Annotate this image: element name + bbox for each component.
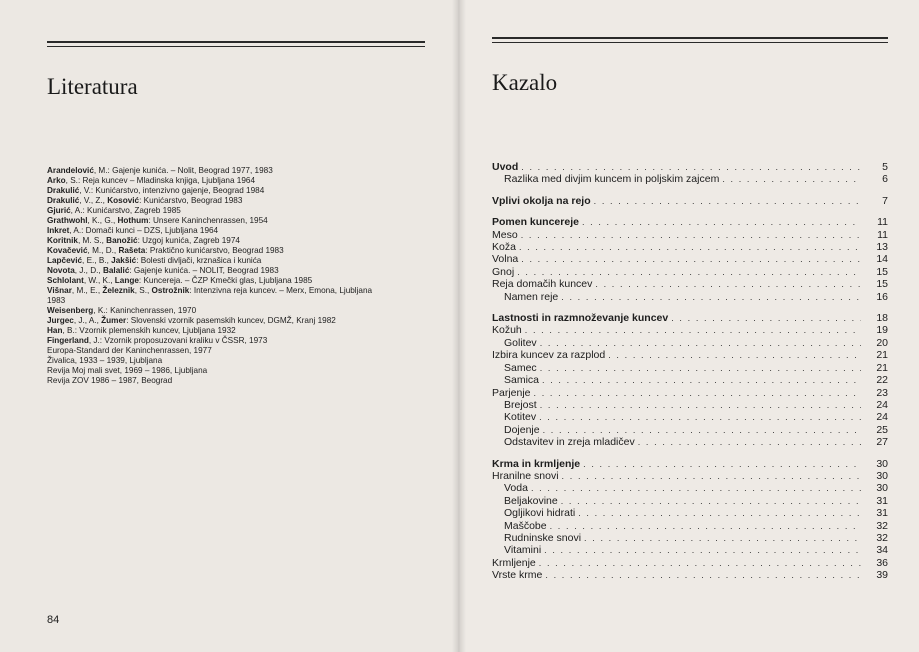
entry-author: Železnik (102, 286, 135, 295)
toc-leader-dots (540, 337, 861, 349)
toc-entry-page: 6 (882, 173, 888, 186)
toc-leader-dots (543, 424, 861, 436)
entry-author: Žumer (101, 316, 127, 325)
entry-author: Fingerland (47, 336, 89, 345)
toc-entry (492, 253, 888, 265)
toc-entry-page: 31 (876, 494, 888, 507)
toc-entry-page: 27 (876, 436, 888, 449)
bibliography-entry (47, 376, 377, 386)
entry-text: , V., Z., (79, 196, 108, 205)
toc-entry-label: Dojenje (504, 423, 540, 436)
toc-leader-dots (584, 532, 861, 544)
bibliography-entry (47, 256, 377, 266)
toc-leader-dots (595, 278, 861, 290)
toc-entry-page: 30 (876, 457, 888, 470)
toc-entry-label: Beljakovine (504, 494, 558, 507)
toc-entry-page: 31 (876, 507, 888, 520)
entry-author: Višnar (47, 286, 72, 295)
toc-entry (492, 216, 888, 228)
toc-entry-label: Volna (492, 253, 519, 266)
toc-entry-page: 21 (876, 361, 888, 374)
toc-entry-label: Ogljikovi hidrati (504, 507, 576, 520)
toc-leader-dots (525, 324, 861, 336)
toc-entry (492, 544, 888, 556)
toc-entry-label: Odstavitev in zreja mladičev (504, 436, 635, 449)
entry-author: Ostrožnik (151, 286, 190, 295)
toc-entry-label: Razlika med divjim kuncem in poljskim zajcem (504, 173, 720, 186)
entry-text: , M. S., (77, 236, 107, 245)
bibliography-entry (47, 226, 377, 236)
left-page (0, 0, 459, 652)
toc-entry-page: 20 (876, 336, 888, 349)
book-gutter (452, 0, 466, 652)
toc-entry (492, 241, 888, 253)
entry-text: , B.: Vzornik plemenskih kuncev, Ljubljana 1932 (62, 326, 236, 335)
entry-author: Arko (47, 176, 66, 185)
toc-entry-label: Namen reje (504, 290, 559, 303)
toc-entry-page: 36 (876, 556, 888, 569)
toc-entry-label: Voda (504, 482, 528, 495)
toc-entry-page: 34 (876, 544, 888, 557)
toc-entry (492, 470, 888, 482)
toc-entry-label: Lastnosti in razmnoževanje kuncev (492, 312, 669, 325)
toc-leader-dots (519, 241, 861, 253)
toc-entry-page: 32 (876, 531, 888, 544)
toc-entry (492, 495, 888, 507)
toc-entry (492, 324, 888, 336)
bibliography-entry (47, 336, 377, 346)
table-of-contents (492, 161, 888, 582)
entry-author: Lapčević (47, 256, 83, 265)
toc-entry-page: 22 (876, 374, 888, 387)
toc-entry (492, 569, 888, 581)
toc-leader-dots (539, 557, 861, 569)
entry-author: Kosović (107, 196, 140, 205)
toc-entry-page: 32 (876, 519, 888, 532)
entry-text: , A.: Kunićarstvo, Zagreb 1985 (70, 206, 181, 215)
toc-leader-dots (638, 436, 861, 448)
toc-entry-page: 15 (876, 265, 888, 278)
toc-entry-page: 5 (882, 161, 888, 173)
toc-entry-label: Krma in krmljenje (492, 457, 581, 470)
entry-text: , K., G., (87, 216, 118, 225)
toc-leader-dots (594, 195, 861, 207)
entry-text: Živalica, 1933 – 1939, Ljubljana (47, 356, 163, 365)
toc-entry-label: Izbira kuncev za razplod (492, 349, 606, 362)
toc-entry (492, 458, 888, 470)
entry-text: : Kunićarstvo, Beograd 1983 (139, 196, 243, 205)
toc-entry-label: Vrste krme (492, 569, 543, 582)
bibliography-entry (47, 216, 377, 226)
entry-author: Balalić (102, 266, 130, 275)
toc-entry-label: Koža (492, 241, 516, 254)
toc-entry (492, 507, 888, 519)
entry-text: , J.: Vzornik proposuzovani kraliku v ČSSR, 1973 (88, 336, 268, 345)
toc-entry-page: 11 (877, 216, 888, 229)
toc-entry-label: Rudninske snovi (504, 531, 582, 544)
toc-entry-label: Hranilne snovi (492, 469, 559, 482)
bibliography-entry (47, 166, 377, 176)
toc-entry (492, 161, 888, 173)
toc-entry-page: 15 (876, 278, 888, 291)
entry-text: : Intenzivna reja kuncev. – Merx, Emona, Ljubljana 1983 (47, 286, 373, 305)
toc-entry (492, 291, 888, 303)
bibliography-entry (47, 276, 377, 286)
entry-text: , K.: Kaninchenrassen, 1970 (93, 306, 197, 315)
toc-leader-dots (521, 229, 861, 241)
toc-entry (492, 337, 888, 349)
toc-entry (492, 424, 888, 436)
entry-author: Jurgec (47, 316, 74, 325)
toc-entry (492, 520, 888, 532)
entry-author: Kovačević (47, 246, 88, 255)
bibliography-entry (47, 266, 377, 276)
toc-leader-dots (562, 470, 861, 482)
bibliography-entry (47, 186, 377, 196)
right-page (459, 0, 919, 652)
toc-leader-dots (671, 312, 861, 324)
bibliography-entry (47, 366, 377, 376)
toc-entry-page: 13 (876, 241, 888, 254)
entry-text: , M., E., (71, 286, 103, 295)
header-rule (47, 41, 425, 43)
toc-leader-dots (583, 458, 861, 470)
entry-text: , S., (134, 286, 152, 295)
entry-author: Koritnik (47, 236, 78, 245)
toc-entry-page: 7 (882, 194, 888, 207)
toc-entry-page: 24 (876, 398, 888, 411)
entry-author: Han (47, 326, 63, 335)
toc-entry (492, 436, 888, 448)
entry-text: : Slovenski vzornik pasemskih kuncev, DGMŽ, Kranj 1982 (126, 316, 336, 325)
toc-entry-label: Pomen kuncereje (492, 216, 579, 229)
toc-entry-page: 14 (876, 253, 888, 266)
entry-author: Rašeta (118, 246, 146, 255)
bibliography-entry (47, 246, 377, 256)
toc-entry (492, 374, 888, 386)
toc-entry-label: Parjenje (492, 386, 531, 399)
toc-entry (492, 266, 888, 278)
entry-text: , M.: Gajenje kunića. – Nolit, Beograd 1977, 1983 (93, 166, 273, 175)
toc-entry-page: 23 (876, 386, 888, 399)
toc-entry-label: Kožuh (492, 324, 522, 337)
toc-entry (492, 229, 888, 241)
toc-entry-label: Kotitev (504, 411, 537, 424)
toc-leader-dots (540, 362, 861, 374)
entry-author: Hothum (117, 216, 149, 225)
toc-entry (492, 349, 888, 361)
entry-text: , A.: Domači kunci – DZS, Ljubljana 1964 (69, 226, 219, 235)
toc-entry-label: Krmljenje (492, 556, 536, 569)
bibliography-list (47, 166, 377, 386)
toc-entry (492, 532, 888, 544)
toc-entry-label: Uvod (492, 161, 519, 173)
toc-entry-label: Brejost (504, 398, 537, 411)
entry-text: Revija ZOV 1986 – 1987, Beograd (47, 376, 173, 385)
toc-leader-dots (521, 161, 861, 173)
page-title: Kazalo (492, 70, 558, 95)
toc-entry (492, 195, 888, 207)
page-title: Literatura (47, 74, 138, 99)
toc-entry-label: Vplivi okolja na rejo (492, 194, 591, 207)
toc-entry (492, 312, 888, 324)
toc-entry-label: Meso (492, 228, 518, 241)
bibliography-entry (47, 356, 377, 366)
toc-entry (492, 362, 888, 374)
toc-entry-label: Gnoj (492, 265, 515, 278)
toc-entry-page: 16 (876, 290, 888, 303)
toc-leader-dots (531, 482, 861, 494)
toc-entry (492, 278, 888, 290)
entry-author: Grathwohl (47, 216, 88, 225)
entry-text: : Kuncereja. – ČZP Kmečki glas, Ljubljana 1985 (138, 276, 313, 285)
entry-text: : Unsere Kaninchenrassen, 1954 (148, 216, 268, 225)
bibliography-entry (47, 316, 377, 326)
entry-author: Novota (47, 266, 75, 275)
entry-text: Europa-Standard der Kaninchenrassen, 1977 (47, 346, 212, 355)
bibliography-entry (47, 306, 377, 316)
toc-entry-page: 24 (876, 411, 888, 424)
bibliography-entry (47, 236, 377, 246)
entry-text: , W., K., (83, 276, 115, 285)
toc-entry (492, 173, 888, 185)
entry-text: , J., A., (73, 316, 102, 325)
toc-entry (492, 411, 888, 423)
toc-leader-dots (550, 520, 861, 532)
entry-text: , J., D., (74, 266, 103, 275)
toc-entry-page: 19 (876, 324, 888, 337)
toc-entry (492, 399, 888, 411)
toc-entry-label: Reja domačih kuncev (492, 278, 593, 291)
entry-text: : Uzgoj kunića, Zagreb 1974 (137, 236, 240, 245)
entry-text: , V.: Kunićarstvo, intenzivno gajenje, Beograd 1984 (79, 186, 265, 195)
entry-author: Arandelović (47, 166, 94, 175)
toc-leader-dots (539, 411, 861, 423)
toc-entry (492, 482, 888, 494)
toc-entry-label: Maščobe (504, 519, 547, 532)
toc-leader-dots (540, 399, 861, 411)
entry-author: Inkret (47, 226, 70, 235)
entry-text: , E., B., (82, 256, 112, 265)
toc-entry-label: Golitev (504, 336, 537, 349)
entry-author: Gjurić (47, 206, 71, 215)
toc-entry-page: 11 (877, 228, 888, 241)
toc-entry-label: Samec (504, 361, 537, 374)
toc-leader-dots (722, 173, 861, 185)
toc-leader-dots (545, 569, 861, 581)
bibliography-entry (47, 286, 377, 306)
entry-text: , M., D., (87, 246, 119, 255)
toc-entry-page: 21 (876, 349, 888, 362)
page-number: 84 (47, 614, 60, 626)
entry-text: Revija Moj mali svet, 1969 – 1986, Ljubljana (47, 366, 208, 375)
bibliography-entry (47, 196, 377, 206)
toc-entry (492, 557, 888, 569)
toc-entry-label: Vitamini (504, 544, 542, 557)
entry-text: : Gajenje kunića. – NOLIT, Beograd 1983 (129, 266, 279, 275)
entry-author: Weisenberg (47, 306, 94, 315)
bibliography-entry (47, 206, 377, 216)
bibliography-entry (47, 326, 377, 336)
entry-author: Banožić (106, 236, 138, 245)
toc-leader-dots (578, 507, 861, 519)
toc-leader-dots (582, 216, 861, 228)
entry-author: Lange (114, 276, 139, 285)
bibliography-entry (47, 346, 377, 356)
entry-text: : Bolesti divljači, krznašica i kunića (136, 256, 262, 265)
toc-leader-dots (517, 266, 861, 278)
toc-entry-label: Samica (504, 374, 540, 387)
toc-leader-dots (561, 291, 861, 303)
toc-leader-dots (608, 349, 861, 361)
toc-leader-dots (534, 387, 861, 399)
toc-entry-page: 18 (876, 312, 888, 325)
entry-author: Drakulić (47, 196, 80, 205)
toc-leader-dots (542, 374, 861, 386)
entry-author: Jakšić (111, 256, 137, 265)
toc-leader-dots (561, 495, 861, 507)
toc-entry-page: 39 (876, 569, 888, 582)
toc-entry-page: 30 (876, 482, 888, 495)
toc-leader-dots (544, 544, 861, 556)
header-rule (492, 37, 888, 39)
toc-entry-page: 25 (876, 423, 888, 436)
toc-entry (492, 387, 888, 399)
entry-author: Drakulić (47, 186, 80, 195)
entry-text: : Praktično kunićarstvo, Beograd 1983 (145, 246, 284, 255)
bibliography-entry (47, 176, 377, 186)
entry-text: , S.: Reja kuncev – Mladinska knjiga, Ljubljana 1964 (65, 176, 255, 185)
toc-leader-dots (521, 253, 861, 265)
entry-author: Schlolant (47, 276, 84, 285)
toc-entry-page: 30 (876, 469, 888, 482)
